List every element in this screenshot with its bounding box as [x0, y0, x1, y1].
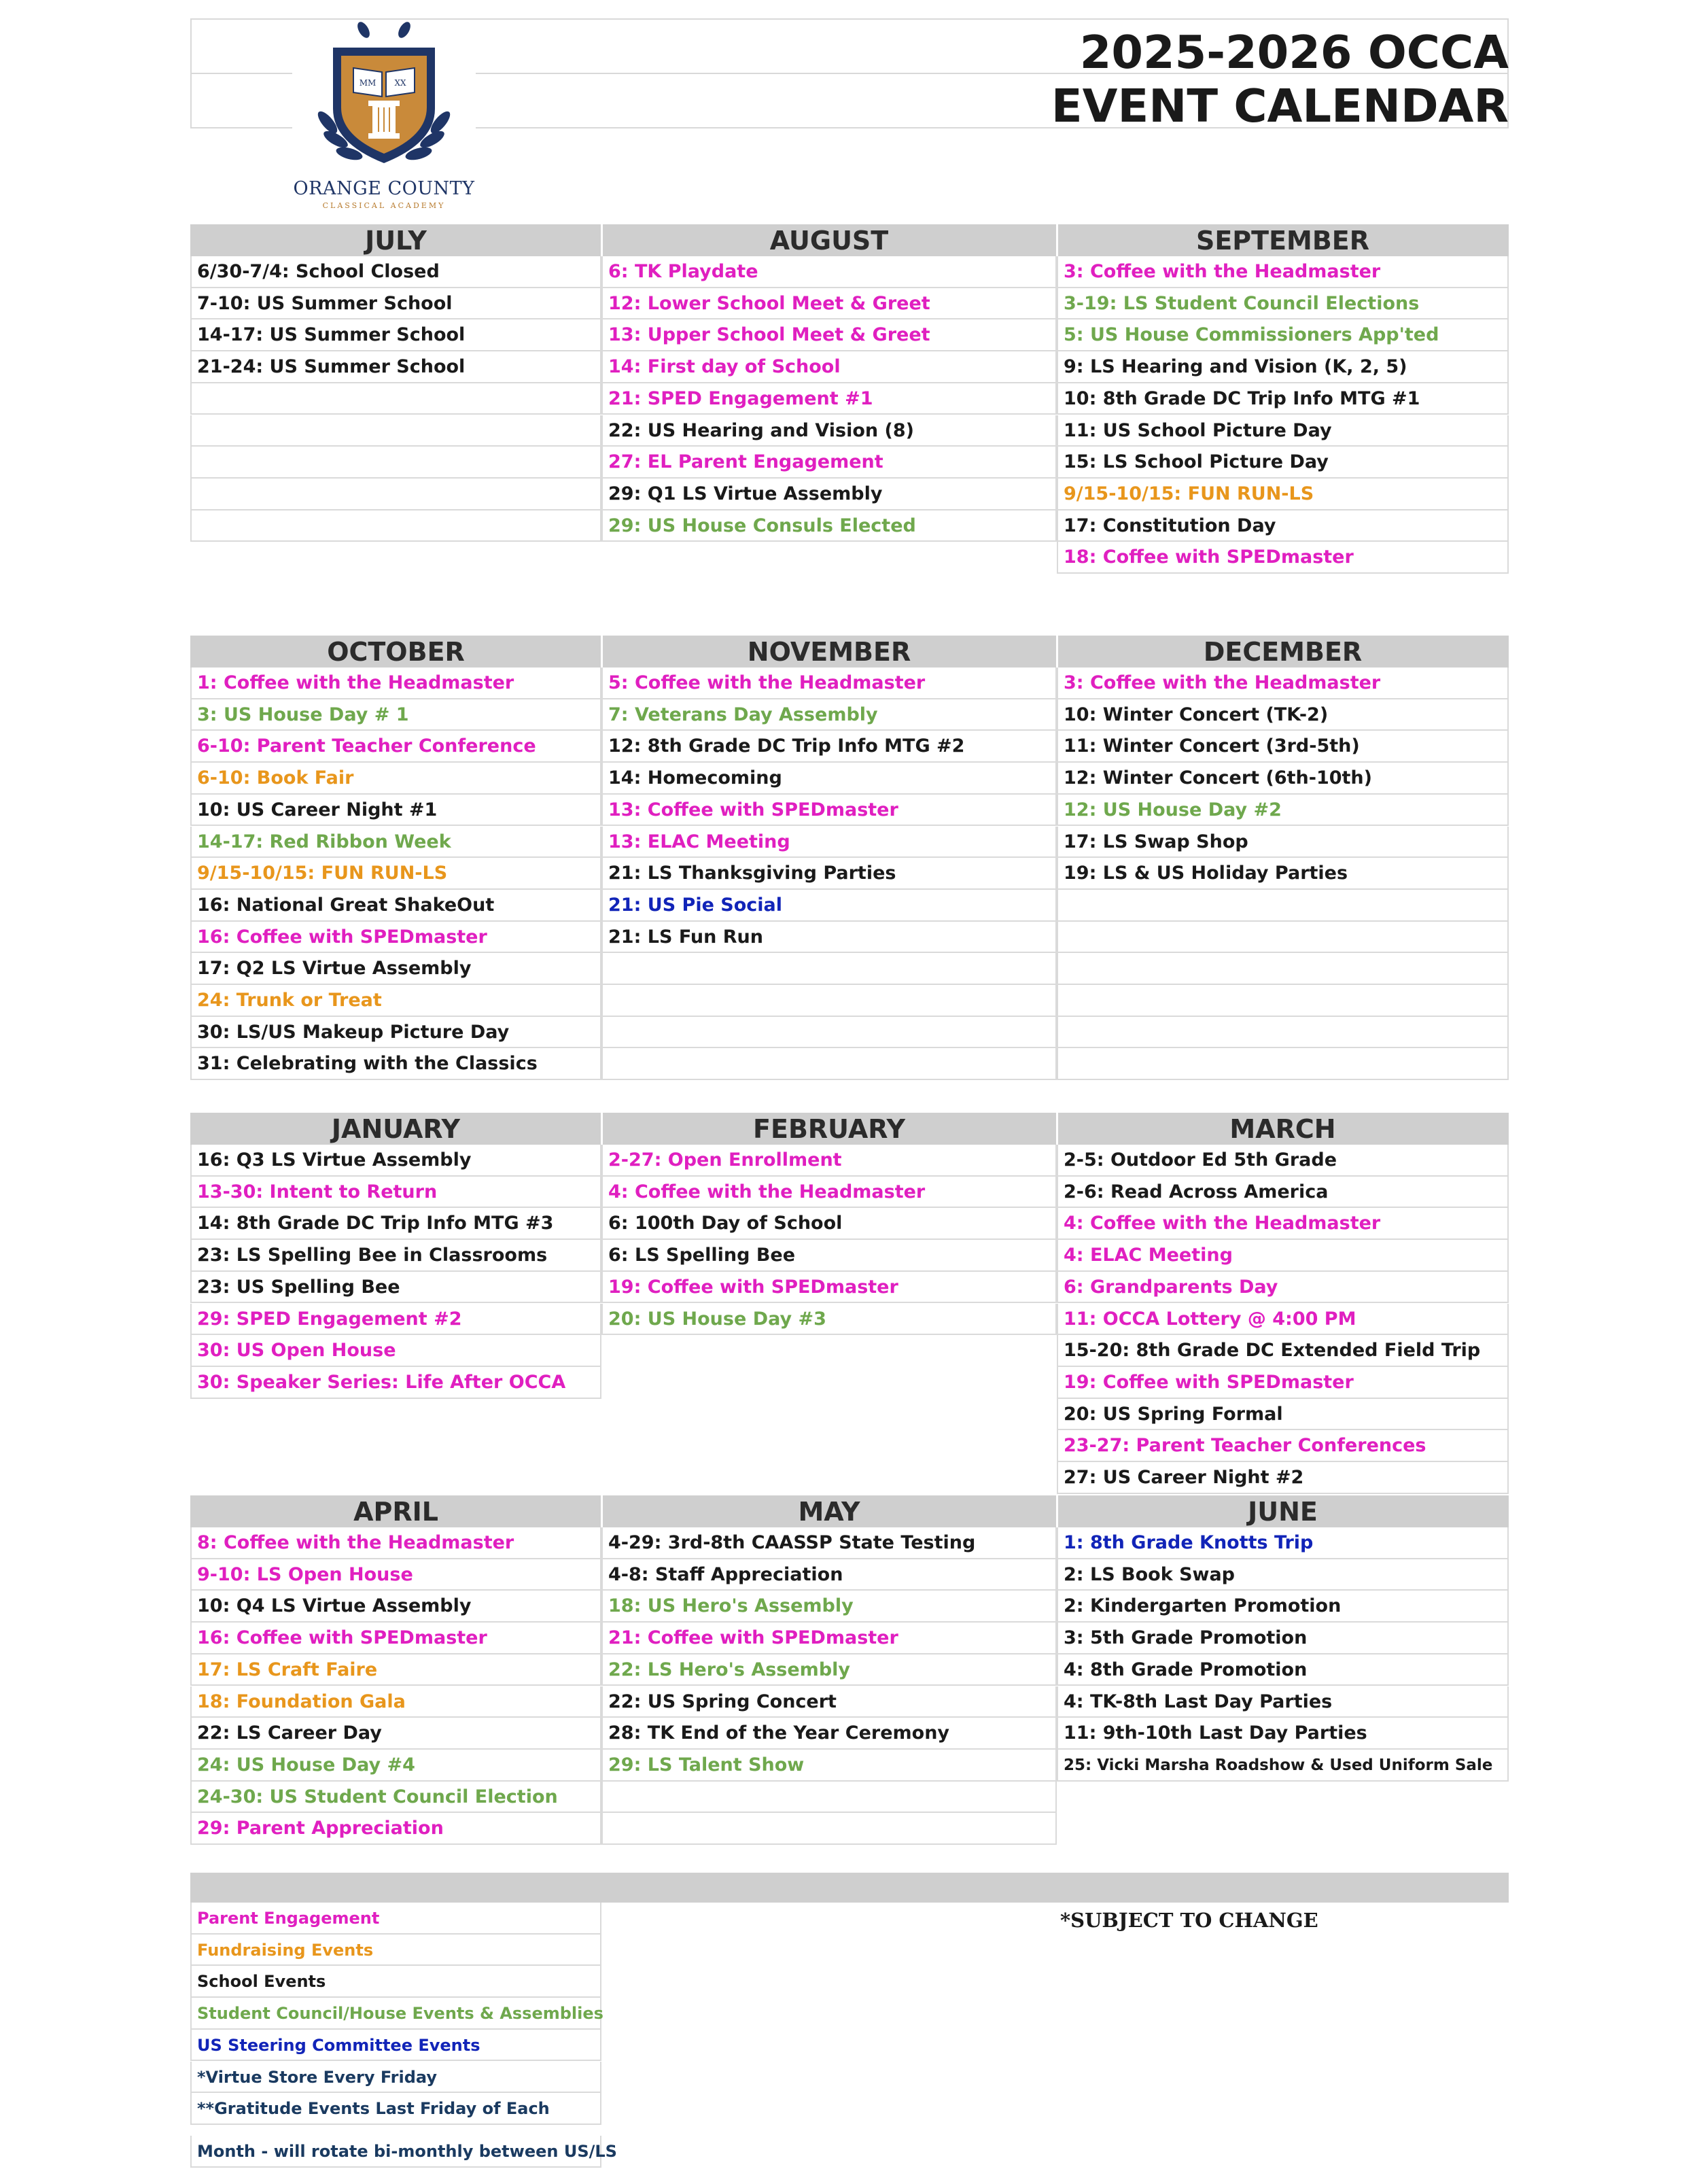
- event-item: 17: LS Craft Faire: [190, 1654, 601, 1686]
- event-item: 16: Coffee with SPEDmaster: [190, 1623, 601, 1654]
- event-item: 22: US Hearing and Vision (8): [601, 415, 1057, 447]
- event-item: 29: LS Talent Show: [601, 1750, 1057, 1782]
- event-item: 29: Parent Appreciation: [190, 1813, 601, 1845]
- event-item: 30: Speaker Series: Life After OCCA: [190, 1367, 601, 1399]
- event-item: 24: US House Day #4: [190, 1750, 601, 1782]
- event-item: 17: LS Swap Shop: [1057, 827, 1509, 859]
- header-divider: [1056, 224, 1058, 256]
- header-divider: [1056, 1113, 1058, 1145]
- month-header-april: APRIL: [190, 1495, 601, 1527]
- event-item: 25: Vicki Marsha Roadshow & Used Uniform Sale: [1057, 1750, 1509, 1782]
- empty-cell: [190, 510, 601, 542]
- event-item: 3: US House Day # 1: [190, 699, 601, 731]
- event-item: 29: Q1 LS Virtue Assembly: [601, 479, 1057, 510]
- event-item: 6/30-7/4: School Closed: [190, 256, 601, 288]
- empty-cell: [601, 1017, 1057, 1049]
- empty-cell: [1057, 953, 1509, 985]
- header-divider: [601, 1113, 603, 1145]
- legend-item: Month - will rotate bi-monthly between US/LS: [190, 2136, 601, 2168]
- logo-book-left: MM: [359, 78, 376, 88]
- legend-item: US Steering Committee Events: [190, 2030, 601, 2062]
- school-logo: [292, 20, 476, 211]
- event-item: 11: US School Picture Day: [1057, 415, 1509, 447]
- legend-item: Parent Engagement: [190, 1903, 601, 1935]
- logo-subtitle: CLASSICAL ACADEMY: [322, 201, 446, 210]
- event-item: 27: US Career Night #2: [1057, 1462, 1509, 1494]
- event-item: 29: SPED Engagement #2: [190, 1304, 601, 1336]
- event-item: 1: Coffee with the Headmaster: [190, 668, 601, 699]
- event-item: 5: US House Commissioners App'ted: [1057, 319, 1509, 351]
- event-item: 9/15-10/15: FUN RUN-LS: [1057, 479, 1509, 510]
- crest-icon: [292, 20, 476, 177]
- event-item: 2: LS Book Swap: [1057, 1559, 1509, 1591]
- event-item: 19: Coffee with SPEDmaster: [601, 1272, 1057, 1304]
- event-item: 12: Winter Concert (6th-10th): [1057, 763, 1509, 795]
- legend-item: School Events: [190, 1966, 601, 1998]
- month-header-january: JANUARY: [190, 1113, 601, 1145]
- event-item: 18: Foundation Gala: [190, 1686, 601, 1718]
- month-header-may: MAY: [601, 1495, 1057, 1527]
- event-item: 9/15-10/15: FUN RUN-LS: [190, 858, 601, 890]
- event-item: 27: EL Parent Engagement: [601, 447, 1057, 479]
- event-item: 18: US Hero's Assembly: [601, 1591, 1057, 1623]
- event-item: 2: Kindergarten Promotion: [1057, 1591, 1509, 1623]
- empty-cell: [601, 985, 1057, 1017]
- empty-cell: [601, 1813, 1057, 1845]
- event-item: 10: US Career Night #1: [190, 795, 601, 827]
- event-item: 6: TK Playdate: [601, 256, 1057, 288]
- event-item: 2-27: Open Enrollment: [601, 1145, 1057, 1177]
- month-header-august: AUGUST: [601, 224, 1057, 256]
- event-item: 16: Coffee with SPEDmaster: [190, 922, 601, 954]
- empty-cell: [601, 953, 1057, 985]
- event-item: 13: ELAC Meeting: [601, 827, 1057, 859]
- event-item: 24-30: US Student Council Election: [190, 1782, 601, 1814]
- event-item: 2-6: Read Across America: [1057, 1177, 1509, 1209]
- empty-cell: [601, 1048, 1057, 1080]
- event-item: 6: LS Spelling Bee: [601, 1240, 1057, 1272]
- event-item: 8: Coffee with the Headmaster: [190, 1527, 601, 1559]
- header-divider: [601, 224, 603, 256]
- event-item: 20: US House Day #3: [601, 1304, 1057, 1336]
- empty-cell: [1057, 1017, 1509, 1049]
- event-item: 3: 5th Grade Promotion: [1057, 1623, 1509, 1654]
- event-item: 10: Q4 LS Virtue Assembly: [190, 1591, 601, 1623]
- logo-name: ORANGE COUNTY: [293, 178, 475, 199]
- event-item: 14: 8th Grade DC Trip Info MTG #3: [190, 1208, 601, 1240]
- event-item: 1: 8th Grade Knotts Trip: [1057, 1527, 1509, 1559]
- event-item: 4-8: Staff Appreciation: [601, 1559, 1057, 1591]
- event-item: 16: Q3 LS Virtue Assembly: [190, 1145, 601, 1177]
- event-item: 17: Constitution Day: [1057, 510, 1509, 542]
- event-item: 9: LS Hearing and Vision (K, 2, 5): [1057, 351, 1509, 383]
- event-item: 15-20: 8th Grade DC Extended Field Trip: [1057, 1335, 1509, 1367]
- event-item: 11: Winter Concert (3rd-5th): [1057, 731, 1509, 763]
- event-item: 9-10: LS Open House: [190, 1559, 601, 1591]
- event-item: 21: SPED Engagement #1: [601, 383, 1057, 415]
- event-item: 22: US Spring Concert: [601, 1686, 1057, 1718]
- event-item: 13: Upper School Meet & Greet: [601, 319, 1057, 351]
- event-item: 15: LS School Picture Day: [1057, 447, 1509, 479]
- month-header-june: JUNE: [1057, 1495, 1509, 1527]
- event-item: 13: Coffee with SPEDmaster: [601, 795, 1057, 827]
- event-item: 3: Coffee with the Headmaster: [1057, 256, 1509, 288]
- header-divider: [1056, 1495, 1058, 1527]
- event-item: 21: LS Thanksgiving Parties: [601, 858, 1057, 890]
- event-item: 28: TK End of the Year Ceremony: [601, 1718, 1057, 1750]
- event-item: 12: US House Day #2: [1057, 795, 1509, 827]
- event-item: 6: 100th Day of School: [601, 1208, 1057, 1240]
- event-item: 5: Coffee with the Headmaster: [601, 668, 1057, 699]
- event-item: 13-30: Intent to Return: [190, 1177, 601, 1209]
- event-item: 11: 9th-10th Last Day Parties: [1057, 1718, 1509, 1750]
- event-item: 19: Coffee with SPEDmaster: [1057, 1367, 1509, 1399]
- event-item: 30: LS/US Makeup Picture Day: [190, 1017, 601, 1049]
- event-item: 16: National Great ShakeOut: [190, 890, 601, 922]
- event-item: 14: Homecoming: [601, 763, 1057, 795]
- event-item: 24: Trunk or Treat: [190, 985, 601, 1017]
- month-header-october: OCTOBER: [190, 636, 601, 668]
- event-item: 23-27: Parent Teacher Conferences: [1057, 1430, 1509, 1462]
- event-item: 12: 8th Grade DC Trip Info MTG #2: [601, 731, 1057, 763]
- event-item: 17: Q2 LS Virtue Assembly: [190, 953, 601, 985]
- event-item: 29: US House Consuls Elected: [601, 510, 1057, 542]
- empty-cell: [1057, 1048, 1509, 1080]
- event-item: 6-10: Parent Teacher Conference: [190, 731, 601, 763]
- event-item: 6-10: Book Fair: [190, 763, 601, 795]
- event-item: 4: TK-8th Last Day Parties: [1057, 1686, 1509, 1718]
- month-header-september: SEPTEMBER: [1057, 224, 1509, 256]
- legend-item: *Virtue Store Every Friday: [190, 2062, 601, 2094]
- empty-cell: [190, 383, 601, 415]
- subject-to-change-note: *SUBJECT TO CHANGE: [1060, 1909, 1318, 1932]
- empty-cell: [1057, 890, 1509, 922]
- event-item: 4: Coffee with the Headmaster: [1057, 1208, 1509, 1240]
- logo-book-right: XX: [394, 78, 406, 88]
- event-item: 31: Celebrating with the Classics: [190, 1048, 601, 1080]
- month-header-december: DECEMBER: [1057, 636, 1509, 668]
- event-item: 22: LS Career Day: [190, 1718, 601, 1750]
- legend-item: Student Council/House Events & Assemblies: [190, 1998, 601, 2030]
- header-divider: [601, 636, 603, 668]
- empty-cell: [601, 1782, 1057, 1814]
- event-item: 12: Lower School Meet & Greet: [601, 288, 1057, 320]
- page-title: [1051, 26, 1509, 133]
- event-item: 10: Winter Concert (TK-2): [1057, 699, 1509, 731]
- event-item: 18: Coffee with SPEDmaster: [1057, 542, 1509, 574]
- event-item: 2-5: Outdoor Ed 5th Grade: [1057, 1145, 1509, 1177]
- event-item: 21: US Pie Social: [601, 890, 1057, 922]
- event-item: 7: Veterans Day Assembly: [601, 699, 1057, 731]
- event-item: 14-17: Red Ribbon Week: [190, 827, 601, 859]
- legend-item: **Gratitude Events Last Friday of Each: [190, 2093, 601, 2125]
- event-item: 4-29: 3rd-8th CAASSP State Testing: [601, 1527, 1057, 1559]
- event-item: 3: Coffee with the Headmaster: [1057, 668, 1509, 699]
- event-item: 6: Grandparents Day: [1057, 1272, 1509, 1304]
- event-item: 7-10: US Summer School: [190, 288, 601, 320]
- event-item: 4: 8th Grade Promotion: [1057, 1654, 1509, 1686]
- event-item: 14: First day of School: [601, 351, 1057, 383]
- event-item: 4: Coffee with the Headmaster: [601, 1177, 1057, 1209]
- empty-cell: [1057, 985, 1509, 1017]
- month-header-july: JULY: [190, 224, 601, 256]
- header-divider: [1056, 636, 1058, 668]
- legend-item: Fundraising Events: [190, 1935, 601, 1966]
- event-item: 19: LS & US Holiday Parties: [1057, 858, 1509, 890]
- event-item: 21: LS Fun Run: [601, 922, 1057, 954]
- empty-cell: [190, 447, 601, 479]
- month-header-march: MARCH: [1057, 1113, 1509, 1145]
- event-item: 20: US Spring Formal: [1057, 1399, 1509, 1431]
- month-header-february: FEBRUARY: [601, 1113, 1057, 1145]
- empty-cell: [190, 415, 601, 447]
- header-divider: [601, 1495, 603, 1527]
- empty-cell: [1057, 922, 1509, 954]
- event-item: 30: US Open House: [190, 1335, 601, 1367]
- event-item: 22: LS Hero's Assembly: [601, 1654, 1057, 1686]
- event-item: 23: LS Spelling Bee in Classrooms: [190, 1240, 601, 1272]
- month-header-november: NOVEMBER: [601, 636, 1057, 668]
- event-item: 4: ELAC Meeting: [1057, 1240, 1509, 1272]
- event-item: 14-17: US Summer School: [190, 319, 601, 351]
- event-item: 21: Coffee with SPEDmaster: [601, 1623, 1057, 1654]
- event-item: 3-19: LS Student Council Elections: [1057, 288, 1509, 320]
- event-item: 10: 8th Grade DC Trip Info MTG #1: [1057, 383, 1509, 415]
- event-item: 11: OCCA Lottery @ 4:00 PM: [1057, 1304, 1509, 1336]
- title-line-2: EVENT CALENDAR: [1051, 80, 1509, 133]
- event-item: 23: US Spelling Bee: [190, 1272, 601, 1304]
- event-item: 21-24: US Summer School: [190, 351, 601, 383]
- legend-header-bar: [190, 1873, 1509, 1903]
- title-line-1: 2025-2026 OCCA: [1079, 26, 1509, 79]
- empty-cell: [190, 479, 601, 510]
